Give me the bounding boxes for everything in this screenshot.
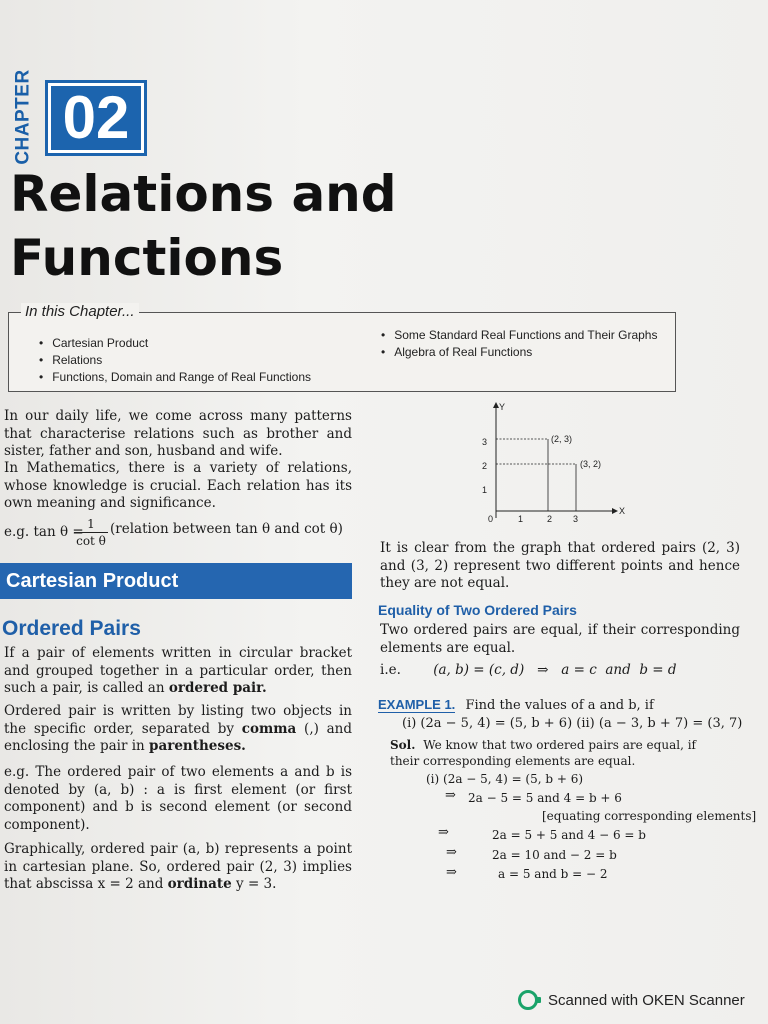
- x-axis-arrow: [612, 508, 618, 514]
- ordered-pair-example: e.g. The ordered pair of two elements a and b is denoted by (a, b) : a is first element (or first component) and b is second element (or second component).: [4, 764, 352, 833]
- in-this-chapter-box: [8, 303, 676, 392]
- ordered-pair-notation: Ordered pair is written by listing two objects in the specific order, separated by comma (,) and enclosing the pair in parentheses.: [4, 703, 352, 754]
- x-tick-label: 1: [518, 514, 524, 524]
- eg-prefix: e.g. tan θ =: [4, 524, 84, 540]
- topic-item: • Functions, Domain and Range of Real Functions: [39, 369, 311, 386]
- graph-note: It is clear from the graph that ordered pairs (2, 3) and (3, 2) represent two different points and hence they are not equal.: [380, 540, 740, 591]
- origin-label: 0: [488, 514, 494, 524]
- topic-item: • Cartesian Product: [39, 335, 311, 352]
- chapter-title-line1: Relations and: [10, 165, 397, 223]
- solution-step-4: 2a = 10 and − 2 = b: [492, 848, 617, 862]
- equality-formula: i.e. (a, b) = (c, d) ⇒ a = c and b = d: [380, 662, 677, 678]
- chapter-topics-left: [39, 335, 311, 386]
- y-tick-label: 1: [482, 485, 488, 495]
- y-axis-label: Y: [499, 402, 506, 412]
- implies-arrow: ⇒: [438, 825, 449, 840]
- topic-item: • Relations: [39, 352, 311, 369]
- eg-suffix: (relation between tan θ and cot θ): [110, 521, 343, 537]
- intro-paragraph-1: In our daily life, we come across many patterns that characterise relations such as brother and sister, father and son, husband and wife.: [4, 408, 352, 459]
- scanner-watermark: [518, 988, 745, 1012]
- chapter-title-line2: Functions: [10, 229, 284, 287]
- sol-label: Sol.: [390, 738, 416, 752]
- section-band-cartesian-product: Cartesian Product: [0, 563, 352, 599]
- example-1: EXAMPLE 1. Find the values of a and b, if: [378, 697, 654, 713]
- example-label: EXAMPLE 1.: [378, 697, 456, 712]
- equality-heading: Equality of Two Ordered Pairs: [378, 602, 577, 618]
- x-axis-label: X: [619, 506, 626, 516]
- chapter-number: 02: [45, 80, 147, 156]
- solution-step-1: (i) (2a − 5, 4) = (5, b + 6): [426, 772, 584, 786]
- equality-text: Two ordered pairs are equal, if their corresponding elements are equal.: [380, 622, 740, 656]
- example-parts: (i) (2a − 5, 4) = (5, b + 6) (ii) (a − 3, b + 7) = (3, 7): [402, 716, 743, 731]
- solution-note: [equating corresponding elements]: [542, 809, 757, 823]
- chapter-topics-right: [381, 327, 657, 361]
- point-a-label: (2, 3): [551, 434, 573, 444]
- solution-step-5: a = 5 and b = − 2: [498, 867, 608, 881]
- implies-arrow: ⇒: [445, 788, 456, 803]
- intro-paragraph-2: In Mathematics, there is a variety of relations, whose knowledge is crucial. Each relation has its own meaning and significance.: [4, 460, 352, 511]
- implies-arrow: ⇒: [446, 865, 457, 880]
- x-tick-label: 3: [573, 514, 579, 524]
- solution-step-2: 2a − 5 = 5 and 4 = b + 6: [468, 791, 622, 805]
- topic-item: • Some Standard Real Functions and Their Graphs: [381, 327, 657, 344]
- solution-step-3: 2a = 5 + 5 and 4 − 6 = b: [492, 828, 646, 842]
- ordered-pairs-graph: [470, 398, 640, 528]
- point-b-label: (3, 2): [580, 459, 602, 469]
- solution-intro: Sol. We know that two ordered pairs are equal, if their corresponding elements are equal.: [390, 738, 696, 768]
- fraction: [74, 516, 108, 549]
- y-tick-label: 3: [482, 437, 488, 447]
- fraction-denominator: cot θ: [76, 534, 106, 548]
- chapter-side-label: CHAPTER: [13, 69, 34, 165]
- ordered-pairs-heading: Ordered Pairs: [2, 617, 141, 640]
- implies-arrow: ⇒: [446, 845, 457, 860]
- ordered-pair-definition: If a pair of elements written in circular bracket and grouped together in a particular order, then such a pair, is called an ordered pair.: [4, 645, 352, 696]
- y-tick-label: 2: [482, 461, 488, 471]
- in-this-chapter-heading: In this Chapter...: [21, 303, 139, 320]
- scanner-logo-icon: [518, 990, 538, 1010]
- chapter-title: [10, 162, 397, 290]
- tan-cot-relation: [4, 514, 364, 550]
- fraction-numerator: 1: [74, 516, 108, 533]
- ordered-pair-graphical: Graphically, ordered pair (a, b) represents a point in cartesian plane. So, ordered pair (2, 3) implies that abscissa x = 2 and ordinate y = 3.: [4, 841, 352, 892]
- scanner-text: Scanned with OKEN Scanner: [548, 991, 745, 1009]
- topic-item: • Algebra of Real Functions: [381, 344, 657, 361]
- x-tick-label: 2: [547, 514, 553, 524]
